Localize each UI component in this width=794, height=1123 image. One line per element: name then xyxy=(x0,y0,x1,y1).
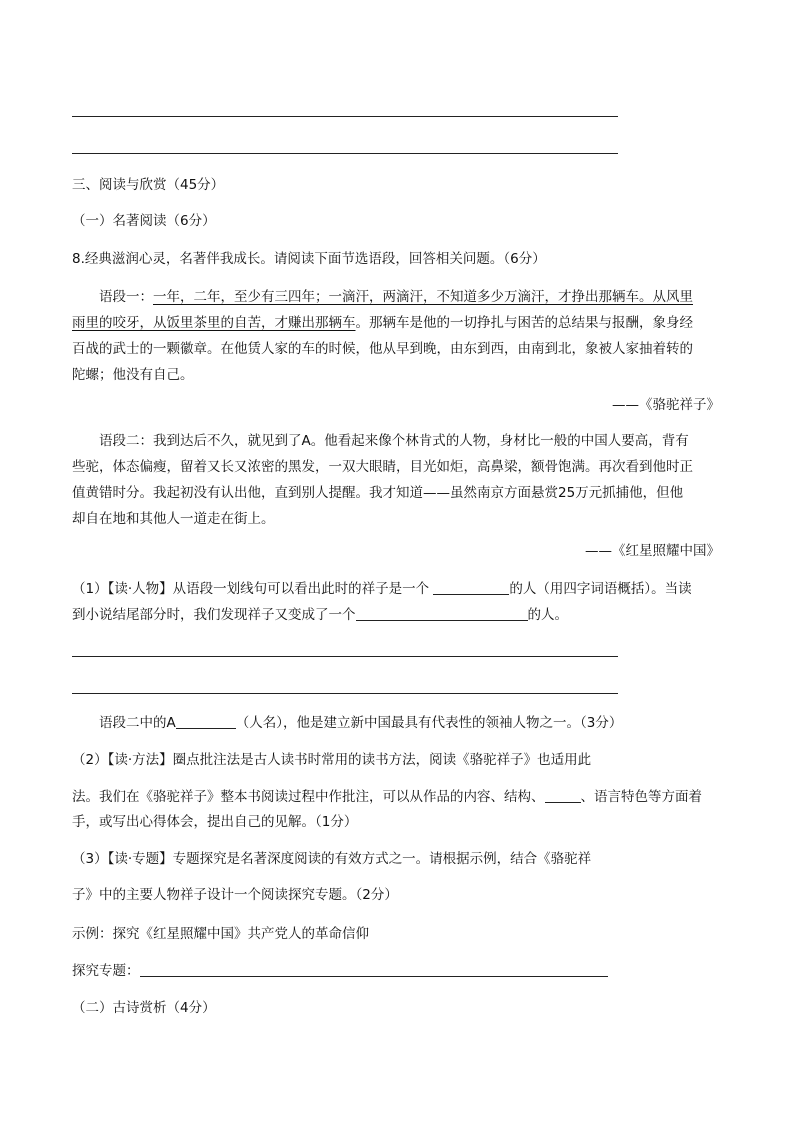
passage-2-line-4: 却自在地和其他人一道走在街上。 xyxy=(72,511,275,527)
q1-text-f: （人名），他是建立新中国最具有代表性的领袖人物之一。（3分） xyxy=(235,715,623,731)
passage-2-line-2: 些驼，体态偏瘦，留着又长又浓密的黑发，一双大眼睛，目光如炬，高鼻梁，额骨饱满。再次看到他时正 xyxy=(72,459,693,475)
q3-example: 示例：探究《红星照耀中国》共产党人的革命信仰 xyxy=(72,926,369,942)
passage-2-line-3: 值黄错时分。我起初没有认出他，直到别人提醒。我才知道——虽然南京方面悬赏25万元抓捕他，但他 xyxy=(72,485,684,501)
q1-blank-1[interactable] xyxy=(433,580,509,595)
q1-blank-3[interactable] xyxy=(176,714,236,729)
question-8-stem: 8.经典滋润心灵，名著伴我成长。请阅读下面节选语段，回答相关问题。（6分） xyxy=(72,251,546,267)
passage-1-line-4: 陀螺；他没有自己。 xyxy=(72,367,194,383)
passage-1-label: 语段一： xyxy=(99,289,153,305)
underlined-sentence-part-2: 雨里的咬牙，从饭里茶里的自苦，才赚出那辆车 xyxy=(72,315,356,331)
passage-2 xyxy=(72,428,720,532)
passage-1-source: ——《骆驼祥子》 xyxy=(612,397,720,413)
subsection-2-title: （二）古诗赏析（4分） xyxy=(72,1000,216,1016)
q2-text-a: 法。我们在《骆驼祥子》整本书阅读过程中作批注，可以从作品的内容、结构、 xyxy=(72,789,545,805)
q3-answer-label: 探究专题： xyxy=(72,963,140,979)
q3-answer-row xyxy=(72,962,608,980)
q3-line-2: 子》中的主要人物祥子设计一个阅读探究专题。（2分） xyxy=(72,887,398,903)
answer-line-q1-1 xyxy=(72,656,618,657)
q1-text-d: 的人。 xyxy=(527,607,568,623)
q2-line-1: （2）【读·方法】圈点批注法是古人读书时常用的读书方法，阅读《骆驼祥子》也适用此 xyxy=(72,752,592,768)
q1-text-b: 的人（用四字词语概括）。当读 xyxy=(509,581,692,597)
passage-2-source: ——《红星照耀中国》 xyxy=(585,543,720,559)
answer-line-top-1 xyxy=(72,116,618,117)
q1-text-e: 语段二中的A xyxy=(99,715,176,731)
q2-line-3: 手，或写出心得体会，提出自己的见解。（1分） xyxy=(72,814,358,830)
section-3-title: 三、阅读与欣赏（45分） xyxy=(72,177,225,193)
q1-text-a: （1）【读·人物】从语段一划线句可以看出此时的祥子是一个 xyxy=(72,581,434,597)
question-1 xyxy=(72,576,720,628)
passage-1-line-3: 百战的武士的一颗徽章。在他赁人家的车的时候，他从早到晚，由东到西，由南到北，象被人家抽着转的 xyxy=(72,341,693,357)
subsection-1-title: （一）名著阅读（6分） xyxy=(72,213,216,229)
q2-line-2 xyxy=(72,788,702,806)
passage-2-line-1: 语段二：我到达后不久，就见到了A。他看起来像个林肯式的人物，身材比一般的中国人要高，背有 xyxy=(99,433,689,449)
answer-line-top-2 xyxy=(72,153,618,154)
q1-part-3 xyxy=(99,714,622,732)
q1-blank-2[interactable] xyxy=(356,606,528,621)
q3-line-1: （3）【读·专题】专题探究是名著深度阅读的有效方式之一。请根据示例，结合《骆驼祥 xyxy=(72,851,592,867)
underlined-sentence-part-1: 一年，二年，至少有三四年；一滴汗，两滴汗，不知道多少万滴汗，才挣出那辆车。从风里 xyxy=(153,289,693,305)
q2-text-b: 、语言特色等方面着 xyxy=(580,789,702,805)
q1-text-c: 到小说结尾部分时，我们发现祥子又变成了一个 xyxy=(72,607,356,623)
q2-blank[interactable] xyxy=(545,788,581,803)
passage-1-line-2: 。那辆车是他的一切挣扎与困苦的总结果与报酬，象身经 xyxy=(355,315,693,331)
answer-line-q1-2 xyxy=(72,693,618,694)
passage-1 xyxy=(72,284,720,388)
q3-answer-blank[interactable] xyxy=(140,962,608,977)
